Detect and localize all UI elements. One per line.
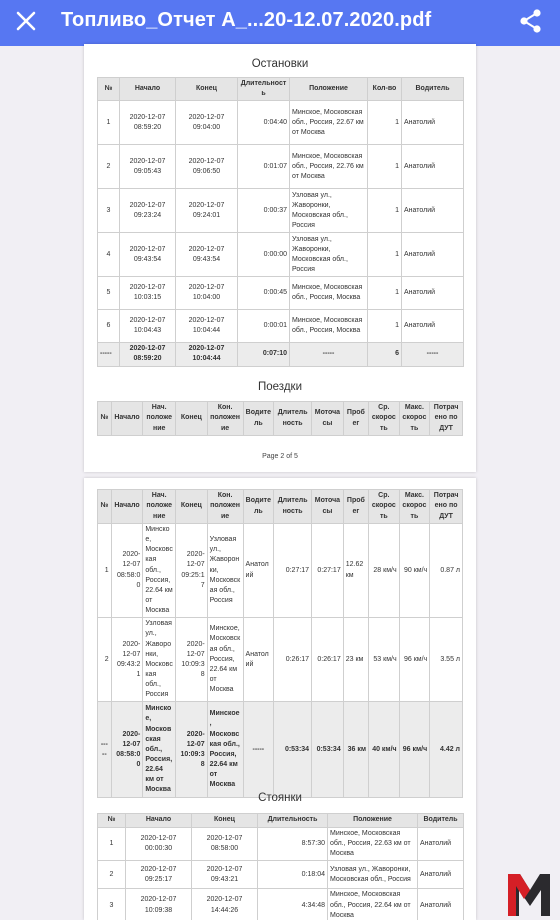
stops-cell: 2020-12-07 09:43:54 <box>120 233 176 277</box>
trips-cell: Анатолий <box>243 524 274 618</box>
stops-total-cell: ----- <box>290 343 368 366</box>
trips-table-header <box>97 401 463 436</box>
parkings-cell: Узловая ул., Жаворонки, Московская обл., Россия <box>328 861 418 889</box>
parkings-cell: Минское, Московская обл., Россия, 22.63 км от Москва <box>328 828 418 861</box>
trips-cell: 28 км/ч <box>369 524 400 618</box>
stops-cell: 1 <box>368 310 402 343</box>
stops-total-cell: 2020-12-07 10:04:44 <box>176 343 238 366</box>
stops-total-cell: ----- <box>98 343 120 366</box>
trips-cell: 0:27:17 <box>312 524 344 618</box>
trips-header-cell: Кон. положение <box>207 402 243 436</box>
trips-header-cell: Пробег <box>343 490 368 524</box>
trips-header-cell: Потрачено по ДУТ <box>430 490 463 524</box>
stops-cell: 0:01:07 <box>238 145 290 189</box>
document-title: Топливо_Отчет А_...20-12.07.2020.pdf <box>61 9 432 31</box>
table-row <box>98 189 464 233</box>
trips-cell: 2020-12-07 08:58:00 <box>111 524 143 618</box>
trips-total-cell: 2020-12-07 08:58:00 <box>111 702 143 798</box>
trips-cell: 1 <box>98 524 112 618</box>
stops-cell: 0:00:45 <box>238 277 290 310</box>
stops-total-cell: ----- <box>402 343 464 366</box>
stops-cell: 5 <box>98 277 120 310</box>
trips-header-cell: Конец <box>176 490 208 524</box>
stops-cell: 2020-12-07 09:24:01 <box>176 189 238 233</box>
trips-table <box>97 489 463 798</box>
stops-cell: 2020-12-07 09:43:54 <box>176 233 238 277</box>
stops-cell: Анатолий <box>402 233 464 277</box>
trips-total-cell: Минское, Московская обл., Россия, 22.64 км от Москва <box>143 702 176 798</box>
logo-icon <box>504 868 556 920</box>
stops-cell: Минское, Московская обл., Россия, 22.76 км от Москва <box>290 145 368 189</box>
trips-cell: 0.87 л <box>430 524 463 618</box>
parkings-cell: Анатолий <box>418 828 464 861</box>
trips-header-cell: № <box>98 490 112 524</box>
stops-cell: 6 <box>98 310 120 343</box>
parkings-cell: 2020-12-07 14:44:26 <box>192 889 258 920</box>
stops-cell: 1 <box>368 233 402 277</box>
table-row <box>98 310 464 343</box>
table-row <box>98 277 464 310</box>
stops-cell: 2020-12-07 10:03:15 <box>120 277 176 310</box>
trips-cell: Анатолий <box>243 618 274 702</box>
trips-cell: 2020-12-07 09:25:17 <box>176 524 208 618</box>
trips-cell: Узловая ул., Жаворонки, Московская обл., Россия <box>207 524 243 618</box>
trips-header-cell: Пробег <box>343 402 368 436</box>
trips-header-cell: Водитель <box>243 402 274 436</box>
top-app-bar <box>0 0 560 46</box>
stops-cell: 2020-12-07 10:04:43 <box>120 310 176 343</box>
trips-header-cell: Кон. положение <box>207 490 243 524</box>
trips-cell: 0:27:17 <box>274 524 312 618</box>
trips-cell: Узловая ул., Жаворонки, Московская обл., Россия <box>143 618 176 702</box>
table-row <box>98 101 464 145</box>
trips-header-cell: Моточасы <box>312 490 344 524</box>
trips-total-cell: ----- <box>243 702 274 798</box>
trips-header-cell: № <box>98 402 112 436</box>
parkings-cell: 2020-12-07 10:09:38 <box>126 889 192 920</box>
close-icon[interactable] <box>14 9 38 33</box>
trips-cell: 0:26:17 <box>312 618 344 702</box>
parkings-cell: 2 <box>98 861 126 889</box>
stops-cell: 0:00:01 <box>238 310 290 343</box>
stops-cell: Узловая ул., Жаворонки, Московская обл., Россия <box>290 233 368 277</box>
stops-table <box>97 77 464 367</box>
stops-cell: Анатолий <box>402 277 464 310</box>
parkings-header-cell: Водитель <box>418 814 464 828</box>
trips-header-cell: Ср. скорость <box>369 402 400 436</box>
trips-total-cell: Минское, Московская обл., Россия, 22.64 км от Москва <box>207 702 243 798</box>
trips-section-title: Поездки <box>258 381 302 393</box>
stops-header-cell: Водитель <box>402 78 464 101</box>
trips-total-cell: 96 км/ч <box>399 702 430 798</box>
trips-total-cell: 36 км <box>343 702 368 798</box>
stops-cell: 2020-12-07 09:06:50 <box>176 145 238 189</box>
stops-cell: 2020-12-07 10:04:44 <box>176 310 238 343</box>
table-row <box>98 618 463 702</box>
stops-cell: 1 <box>368 277 402 310</box>
stops-cell: 1 <box>368 145 402 189</box>
trips-cell: 23 км <box>343 618 368 702</box>
stops-cell: 2020-12-07 10:04:00 <box>176 277 238 310</box>
stops-total-cell: 2020-12-07 08:59:20 <box>120 343 176 366</box>
trips-cell: 96 км/ч <box>399 618 430 702</box>
trips-header-cell: Длительность <box>274 490 312 524</box>
trips-cell: 53 км/ч <box>369 618 400 702</box>
table-row <box>98 524 463 618</box>
parkings-cell: 8:57:30 <box>258 828 328 861</box>
stops-cell: Минское, Московская обл., Россия, Москва <box>290 277 368 310</box>
stops-cell: 2020-12-07 08:59:20 <box>120 101 176 145</box>
parkings-cell: 0:18:04 <box>258 861 328 889</box>
parkings-header-cell: Конец <box>192 814 258 828</box>
parkings-cell: 2020-12-07 08:58:00 <box>192 828 258 861</box>
stops-section-title: Остановки <box>251 58 309 70</box>
trips-header-cell: Нач. положение <box>143 490 176 524</box>
trips-cell: 90 км/ч <box>399 524 430 618</box>
parkings-cell: 1 <box>98 828 126 861</box>
trips-total-cell: 0:53:34 <box>274 702 312 798</box>
stops-cell: 2020-12-07 09:04:00 <box>176 101 238 145</box>
stops-cell: Анатолий <box>402 101 464 145</box>
trips-cell: 0:26:17 <box>274 618 312 702</box>
table-row <box>98 145 464 189</box>
stops-cell: 2 <box>98 145 120 189</box>
stops-total-cell: 0:07:10 <box>238 343 290 366</box>
stops-cell: Анатолий <box>402 189 464 233</box>
trips-header-cell: Начало <box>111 402 143 436</box>
trips-total-cell: 40 км/ч <box>369 702 400 798</box>
parkings-cell: 2020-12-07 09:25:17 <box>126 861 192 889</box>
trips-cell: 2020-12-07 10:09:38 <box>176 618 208 702</box>
stops-cell: Анатолий <box>402 145 464 189</box>
pdf-page-2[interactable] <box>84 44 476 472</box>
trips-header-cell: Ср. скорость <box>369 490 400 524</box>
pdf-page-3[interactable] <box>84 478 476 920</box>
stops-header-cell: Положение <box>290 78 368 101</box>
parkings-cell: 2020-12-07 09:43:21 <box>192 861 258 889</box>
stops-cell: Узловая ул., Жаворонки, Московская обл., Россия <box>290 189 368 233</box>
parkings-cell: 2020-12-07 00:00:30 <box>126 828 192 861</box>
parkings-header-cell: Положение <box>328 814 418 828</box>
trips-header-cell: Нач. положение <box>143 402 176 436</box>
trips-total-cell: ----- <box>98 702 112 798</box>
stops-total-cell: 6 <box>368 343 402 366</box>
trips-total-cell: 0:53:34 <box>312 702 344 798</box>
trips-header-cell: Водитель <box>243 490 274 524</box>
stops-header-cell: Длительность <box>238 78 290 101</box>
trips-header-cell: Потрачено по ДУТ <box>430 402 463 436</box>
trips-total-cell: 4.42 л <box>430 702 463 798</box>
stops-header-cell: Начало <box>120 78 176 101</box>
total-row <box>98 702 463 798</box>
stops-header-cell: № <box>98 78 120 101</box>
trips-cell: 3.55 л <box>430 618 463 702</box>
stops-cell: 4 <box>98 233 120 277</box>
stops-cell: 3 <box>98 189 120 233</box>
parkings-header-cell: Начало <box>126 814 192 828</box>
stops-cell: 1 <box>368 189 402 233</box>
table-row <box>98 233 464 277</box>
trips-cell: 2020-12-07 09:43:21 <box>111 618 143 702</box>
stops-cell: 0:00:00 <box>238 233 290 277</box>
trips-header-cell: Начало <box>111 490 143 524</box>
trips-cell: Минское, Московская обл., Россия, 22.64 км от Москва <box>207 618 243 702</box>
stops-cell: 1 <box>368 101 402 145</box>
share-icon[interactable] <box>518 8 544 34</box>
stops-cell: Минское, Московская обл., Россия, 22.67 км от Москва <box>290 101 368 145</box>
stops-cell: 2020-12-07 09:23:24 <box>120 189 176 233</box>
parkings-cell: Анатолий <box>418 861 464 889</box>
trips-cell: Минское, Московская обл., Россия, 22.64 км от Москва <box>143 524 176 618</box>
total-row <box>98 343 464 366</box>
table-row <box>98 828 464 861</box>
parkings-header-cell: № <box>98 814 126 828</box>
trips-header-cell: Конец <box>176 402 208 436</box>
stops-cell: 2020-12-07 09:05:43 <box>120 145 176 189</box>
parkings-cell: 3 <box>98 889 126 920</box>
stops-cell: Анатолий <box>402 310 464 343</box>
page-number: Page 2 of 5 <box>262 453 298 460</box>
trips-total-cell: 2020-12-07 10:09:38 <box>176 702 208 798</box>
trips-header-cell: Длительность <box>274 402 312 436</box>
parkings-section-title: Стоянки <box>258 792 302 804</box>
stops-cell: 0:00:37 <box>238 189 290 233</box>
parkings-cell: 4:34:48 <box>258 889 328 920</box>
stops-header-cell: Конец <box>176 78 238 101</box>
table-row <box>98 861 464 889</box>
stops-cell: 1 <box>98 101 120 145</box>
parkings-cell: Анатолий <box>418 889 464 920</box>
trips-header-cell: Макс. скорость <box>399 490 430 524</box>
parkings-table <box>97 813 464 920</box>
trips-cell: 12.62 км <box>343 524 368 618</box>
stops-cell: 0:04:40 <box>238 101 290 145</box>
stops-cell: Минское, Московская обл., Россия, Москва <box>290 310 368 343</box>
trips-header-cell: Моточасы <box>312 402 344 436</box>
stops-header-cell: Кол-во <box>368 78 402 101</box>
trips-header-cell: Макс. скорость <box>399 402 430 436</box>
table-row <box>98 889 464 920</box>
trips-cell: 2 <box>98 618 112 702</box>
parkings-cell: Минское, Московская обл., Россия, 22.64 км от Москва <box>328 889 418 920</box>
parkings-header-cell: Длительность <box>258 814 328 828</box>
